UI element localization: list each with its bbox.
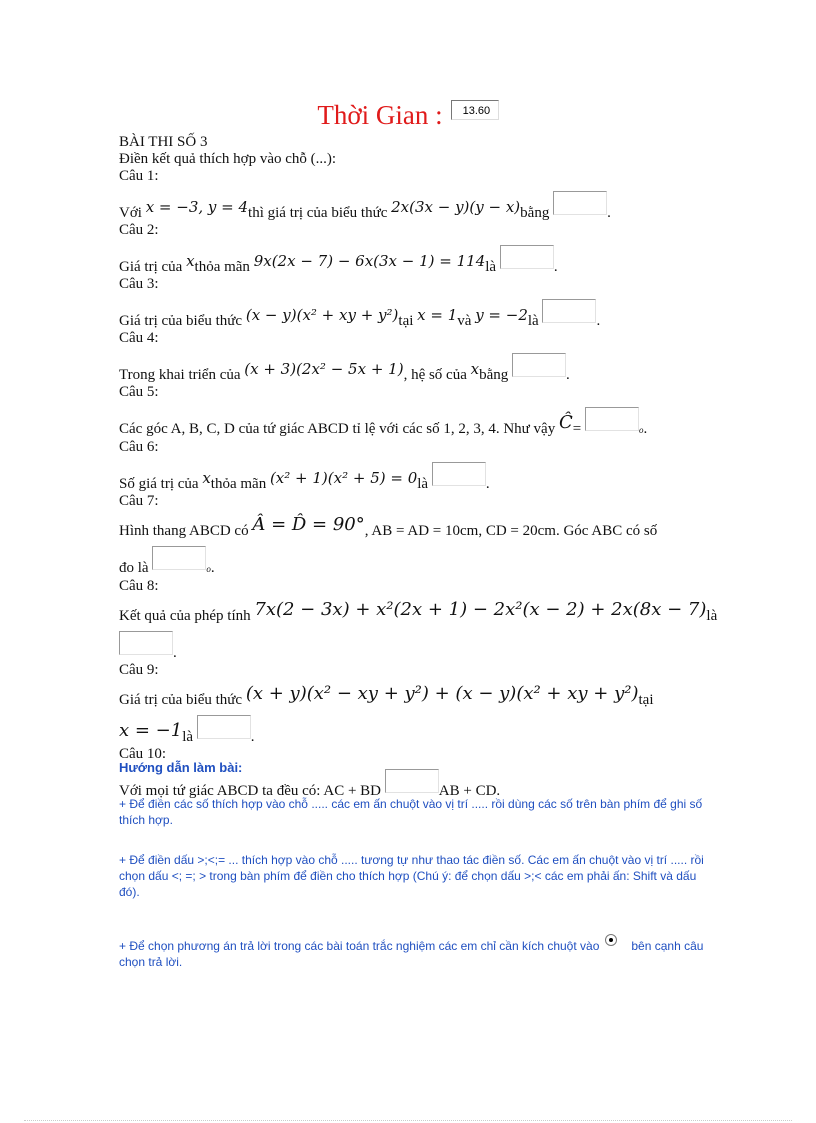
question-7: Hình thang ABCD có Â = D̂ = 90°, AB = AD = 10cm, CD = 20cm. Góc ABC có số	[119, 514, 658, 539]
math-expression: Â = D̂ = 90°	[252, 514, 365, 535]
exam-content	[119, 134, 719, 800]
question-label: Câu 7:	[119, 493, 159, 509]
question-4: Trong khai triển của (x + 3)(2x² − 5x + 1), hệ số của xbằng .	[119, 353, 719, 384]
answer-input-6[interactable]	[432, 462, 486, 486]
question-label: Câu 6:	[119, 439, 159, 455]
radio-selected-icon	[605, 934, 617, 946]
exam-title: BÀI THI SỐ 3	[119, 134, 208, 150]
math-expression: y = −2	[475, 306, 528, 324]
question-label: Câu 2:	[119, 222, 159, 238]
math-expression: (x² + 1)(x² + 5) = 0	[269, 469, 418, 487]
guide-paragraph-1: + Để điền các số thích hợp vào chỗ ..... các em ấn chuột vào vị trí ..... rồi dùng các số trên bàn phím để ghi số thích hợp.	[119, 797, 703, 827]
answer-input-1[interactable]	[553, 191, 607, 215]
degree-symbol: o	[206, 564, 211, 574]
math-expression: 7x(2 − 3x) + x²(2x + 1) − 2x²(x − 2) + 2x(8x − 7)	[254, 599, 707, 620]
guide-paragraph-2: + Để điền dấu >;<;= ... thích hợp vào chỗ ..... tương tự như thao tác điền số. Các em ấn chuột vào vị trí ..... rồi chọn dấu <; =; > trong bàn phím để điền cho thích hợp (Chú ý: để chọn dấu >;< các em phải ấn: Shift và dấu đó).	[119, 853, 704, 899]
footer-divider	[24, 1120, 792, 1121]
question-label: Câu 3:	[119, 276, 159, 292]
degree-symbol: o	[638, 425, 644, 435]
answer-input-9[interactable]	[197, 715, 251, 739]
answer-input-5[interactable]	[585, 407, 639, 431]
question-10: Với mọi tứ giác ABCD ta đều có: AC + BD AB + CD.	[119, 769, 719, 800]
answer-input-4[interactable]	[512, 353, 566, 377]
math-expression: 2x(3x − y)(y − x)	[391, 198, 521, 216]
math-expression: x = −3, y = 4	[145, 198, 249, 216]
math-expression: (x − y)(x² + xy + y²)	[245, 306, 399, 324]
math-expression: x	[470, 360, 480, 378]
question-6: Số giá trị của xthỏa mãn (x² + 1)(x² + 5) = 0là .	[119, 462, 719, 493]
math-expression: x = −1	[119, 720, 183, 741]
timer-display: 13.60	[451, 100, 499, 120]
question-9: Giá trị của biểu thức (x + y)(x² − xy + y²) + (x − y)(x² + xy + y²)tại	[119, 683, 654, 708]
timer-row	[0, 100, 816, 131]
instruction: Điền kết quả thích hợp vào chỗ (...):	[119, 151, 337, 167]
question-3: Giá trị của biểu thức (x − y)(x² + xy + y²)tại x = 1và y = −2là .	[119, 299, 719, 330]
question-5: Các góc A, B, C, D của tứ giác ABCD tỉ lệ với các số 1, 2, 3, 4. Như vậy Ĉ= o.	[119, 407, 719, 439]
question-1: Với x = −3, y = 4thì giá trị của biểu thức 2x(3x − y)(y − x)bằng .	[119, 191, 719, 222]
math-expression: x = 1	[417, 306, 458, 324]
question-label: Câu 9:	[119, 662, 159, 678]
math-expression: x	[202, 469, 211, 487]
question-label: Câu 5:	[119, 384, 159, 400]
answer-input-2[interactable]	[500, 245, 554, 269]
math-expression: (x + y)(x² − xy + y²) + (x − y)(x² + xy + y²)	[245, 683, 639, 704]
question-label: Câu 10:	[119, 746, 167, 762]
answer-input-7[interactable]	[152, 546, 206, 570]
math-expression: x	[186, 252, 195, 270]
question-label: Câu 8:	[119, 578, 159, 594]
question-8-cont: .	[119, 631, 719, 662]
guide-title: Hướng dẫn làm bài:	[119, 760, 243, 775]
question-9-cont: x = −1là .	[119, 715, 719, 746]
answer-input-8[interactable]	[119, 631, 173, 655]
timer-title: Thời Gian :	[317, 100, 443, 130]
answer-input-3[interactable]	[542, 299, 596, 323]
math-expression: Ĉ	[558, 412, 573, 433]
question-label: Câu 4:	[119, 330, 159, 346]
question-7-cont: đo là o.	[119, 546, 719, 578]
question-8: Kết quả của phép tính 7x(2 − 3x) + x²(2x + 1) − 2x²(x − 2) + 2x(8x − 7)là	[119, 599, 718, 624]
question-label: Câu 1:	[119, 168, 159, 184]
question-2: Giá trị của xthỏa mãn 9x(2x − 7) − 6x(3x − 1) = 114là .	[119, 245, 719, 276]
math-expression: 9x(2x − 7) − 6x(3x − 1) = 114	[253, 252, 486, 270]
guide-paragraph-3: + Để chọn phương án trả lời trong các bài toán trắc nghiệm các em chỉ cần kích chuột vào bên cạnh câu chọn trả lời.	[119, 934, 709, 970]
math-expression: (x + 3)(2x² − 5x + 1)	[244, 360, 404, 378]
